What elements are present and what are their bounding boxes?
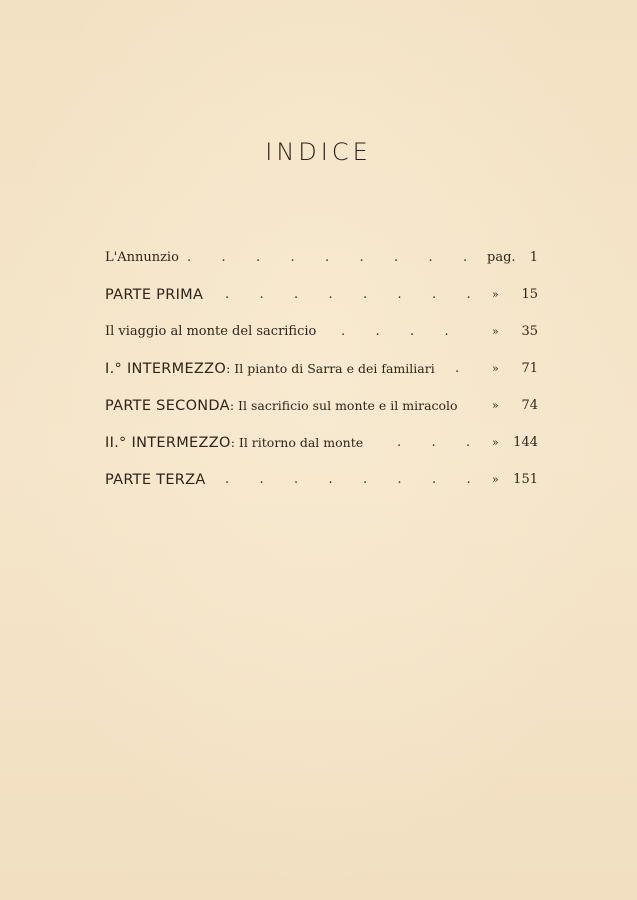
leader-dots: . . . . . . . . . bbox=[187, 250, 468, 265]
page-title: INDICE bbox=[265, 138, 372, 166]
toc-page-prefix: pag. bbox=[487, 250, 516, 265]
toc-entry-title: PARTE PRIMA bbox=[105, 287, 204, 303]
toc-entry bbox=[105, 281, 540, 318]
leader-dots: . . . . bbox=[341, 324, 449, 339]
ditto-mark: » bbox=[492, 362, 499, 375]
ditto-mark: » bbox=[492, 473, 499, 486]
toc-entry-title: PARTE SECONDA: Il sacrificio sul monte e il miracolo bbox=[105, 398, 458, 414]
toc-page-number: 144 bbox=[513, 435, 538, 450]
ditto-mark: » bbox=[492, 436, 499, 449]
ditto-mark: » bbox=[492, 288, 499, 301]
leader-dots: . . . . . . . . bbox=[225, 472, 471, 487]
leader-dots: . . . bbox=[397, 435, 471, 450]
toc-entry bbox=[105, 318, 540, 355]
toc-entry bbox=[105, 355, 540, 392]
toc-entry bbox=[105, 466, 540, 503]
ditto-mark: » bbox=[492, 325, 499, 338]
toc-entry bbox=[105, 244, 540, 281]
toc-entry-title: PARTE TERZA bbox=[105, 472, 206, 488]
toc-page-number: 1 bbox=[529, 250, 538, 265]
toc-page-number: 35 bbox=[521, 324, 538, 339]
leader-dots: . bbox=[455, 361, 460, 376]
toc-entry bbox=[105, 429, 540, 466]
toc-entry-title: I.° INTERMEZZO: Il pianto di Sarra e dei familiari bbox=[105, 361, 435, 377]
toc-entry-title: L'Annunzio bbox=[105, 250, 179, 265]
toc-entry-title: II.° INTERMEZZO: Il ritorno dal monte bbox=[105, 435, 364, 451]
toc-page-number: 151 bbox=[513, 472, 538, 487]
toc-page-number: 71 bbox=[521, 361, 538, 376]
toc-entry-title: Il viaggio al monte del sacrificio bbox=[105, 324, 317, 339]
toc-page-number: 74 bbox=[521, 398, 538, 413]
table-of-contents bbox=[105, 244, 540, 503]
ditto-mark: » bbox=[492, 399, 499, 412]
toc-entry bbox=[105, 392, 540, 429]
toc-page-number: 15 bbox=[521, 287, 538, 302]
leader-dots: . . . . . . . . bbox=[225, 287, 471, 302]
